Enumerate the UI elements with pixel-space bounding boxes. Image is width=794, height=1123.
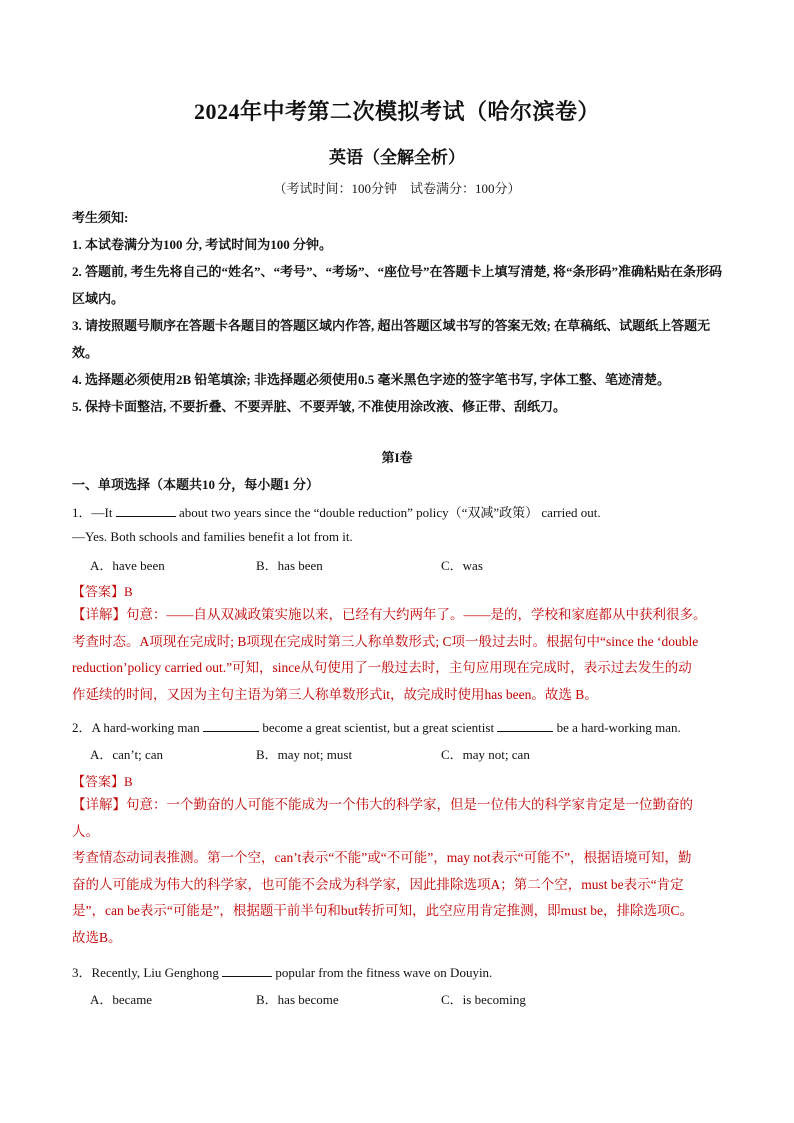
notice-item: 2. 答题前, 考生先将自己的“姓名”、“考号”、“考场”、“座位号”在答题卡上填写清楚, 将“条形码”准确粘贴在条形码区域内。 (72, 264, 723, 306)
question-2-answer: 【答案】B (72, 774, 133, 789)
notice-item: 4. 选择题必须使用2B 铅笔填涂; 非选择题必须使用0.5 毫米黑色字迹的签字笔书写, 字体工整、笔迹清楚。 (72, 372, 671, 387)
exam-info: （考试时间：100分钟 试卷满分：100分） (273, 181, 521, 196)
detail-line: 考查时态。A项现在完成时; B项现在完成时第三人称单数形式; C项一般过去时。根据句中“since the ‘double (72, 633, 699, 649)
answer-blank (116, 504, 176, 517)
option-b: B．may not; must (256, 747, 353, 762)
question-1-answer: 【答案】B (72, 584, 133, 599)
notice-list (72, 231, 732, 420)
option-a: A．have been (90, 558, 165, 573)
detail-line: 作延续的时间，又因为主句主语为第三人称单数形式it，故完成时使用has been。故选 B。 (72, 686, 598, 702)
notice-item: 1. 本试卷满分为100 分, 考试时间为100 分钟。 (72, 237, 333, 252)
detail-label: 【详解】 (72, 797, 126, 812)
answer-blank (497, 719, 553, 732)
part-title: 一、单项选择（本题共10 分，每小题1 分） (72, 477, 320, 492)
detail-line: 人。 (72, 823, 99, 839)
detail-label: 【详解】 (72, 607, 126, 622)
answer-blank (222, 964, 272, 977)
answer-blank (203, 719, 259, 732)
document-title: 2024年中考第二次模拟考试（哈尔滨卷） (193, 99, 600, 124)
option-a: A．became (90, 992, 153, 1007)
notice-item: 5. 保持卡面整洁, 不要折叠、不要弄脏、不要弄皱, 不准使用涂改液、修正带、刮纸刀。 (72, 399, 567, 414)
option-b: B．has become (256, 992, 339, 1007)
question-2-stem: 2．A hard-working man become a great scientist, but a great scientist be a hard-working man. (72, 720, 681, 735)
question-3-stem: 3．Recently, Liu Genghong popular from the fitness wave on Douyin. (72, 965, 493, 980)
detail-line: 句意：一个勤奋的人可能不能成为一个伟大的科学家，但是一位伟大的科学家肯定是一位勤奋的 (126, 797, 693, 812)
question-2-detail (72, 792, 732, 951)
detail-line: reduction’policy carried out.”可知，since从句使用了一般过去时，主句应用现在完成时，表示过去发生的动 (72, 660, 692, 675)
option-c: C．may not; can (441, 747, 530, 762)
notice-heading: 考生须知: (72, 210, 129, 225)
detail-line: 奋的人可能成为伟大的科学家，也可能不会成为科学家，因此排除选项A；第二个空，must be表示“肯定 (72, 876, 684, 892)
detail-line: 句意：——自从双减政策实施以来，已经有大约两年了。——是的，学校和家庭都从中获利很多。 (126, 607, 707, 622)
question-1-detail (72, 602, 732, 708)
question-1-stem: 1．—It about two years since the “double reduction” policy（“双减”政策） carried out. (72, 505, 601, 520)
option-a: A．can’t; can (90, 747, 164, 762)
option-b: B．has been (256, 558, 323, 573)
detail-line: 考查情态动词表推测。第一个空，can’t表示“不能”或“不可能”，may not表示“可能不”，根据语境可知，勤 (72, 850, 692, 865)
section-title: 第I卷 (381, 450, 413, 465)
question-1-reply: —Yes. Both schools and families benefit a lot from it. (72, 529, 353, 544)
document-subtitle: 英语（全解全析） (329, 148, 465, 167)
detail-line: 是”，can be表示“可能是”，根据题干前半句和but转折可知，此空应用肯定推测，即must be，排除选项C。 (72, 903, 693, 918)
detail-line: 故选B。 (72, 929, 122, 945)
notice-item: 3. 请按照题号顺序在答题卡各题目的答题区域内作答, 超出答题区域书写的答案无效; 在草稿纸、试题纸上答题无效。 (72, 318, 711, 360)
option-c: C．is becoming (441, 992, 526, 1007)
option-c: C．was (441, 558, 483, 573)
